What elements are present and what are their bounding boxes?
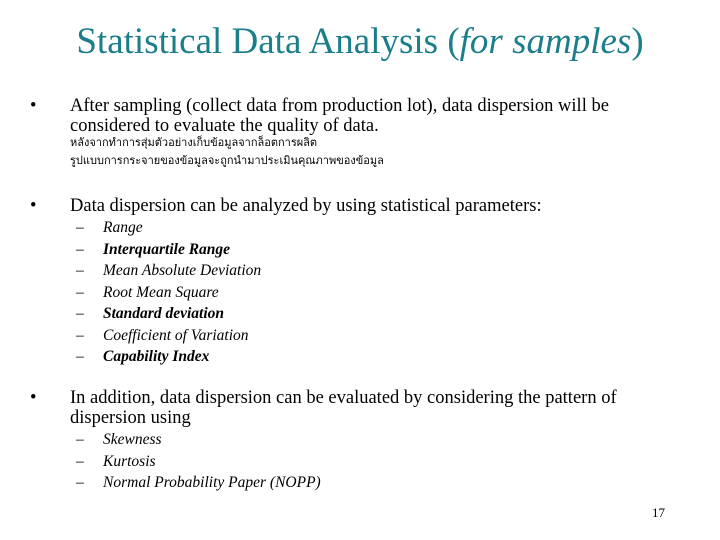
param-label: Standard deviation	[103, 305, 225, 322]
slide-title	[0, 20, 720, 64]
dash: –	[76, 348, 84, 365]
dash: –	[76, 452, 84, 470]
page-number: 17	[652, 505, 665, 520]
bullet-2-line-1: Data dispersion can be analyzed by using statistical parameters:	[70, 196, 542, 216]
pattern-label: Kurtosis	[103, 452, 156, 470]
bullet-3	[30, 388, 690, 430]
dash: –	[76, 305, 84, 322]
bullet-3-dot: •	[30, 388, 37, 408]
title-italic: for samples	[459, 21, 632, 62]
param-label: Coefficient of Variation	[103, 326, 249, 344]
param-label: Mean Absolute Deviation	[103, 262, 262, 279]
param-label: Root Mean Square	[103, 283, 219, 301]
thai-note-1: หลังจากทำการสุ่มตัวอย่างเก็บข้อมูลจากล็อตการผลิต	[70, 136, 318, 149]
bullet-1-line-1: After sampling (collect data from production lot), data dispersion will be	[70, 96, 609, 116]
bullet-3-line-2: dispersion using	[70, 408, 191, 428]
dash: –	[76, 262, 84, 279]
dash: –	[76, 283, 84, 301]
bullet-3-text	[70, 388, 690, 428]
bullet-3-line-1: In addition, data dispersion can be evaluated by considering the pattern of	[70, 388, 617, 408]
dash: –	[76, 474, 84, 491]
bullet-1	[30, 96, 690, 138]
bullet-2-text	[70, 196, 690, 216]
title-close: )	[631, 21, 644, 62]
param-label: Capability Index	[103, 348, 210, 365]
dash: –	[76, 219, 84, 236]
pattern-label: Normal Probability Paper (NOPP)	[103, 474, 321, 491]
thai-note-2: รูปแบบการกระจายของข้อมูลจะถูกนำมาประเมินคุณภาพของข้อมูล	[70, 154, 384, 167]
dash: –	[76, 431, 84, 448]
bullet-2	[30, 196, 690, 218]
param-label: Interquartile Range	[103, 240, 231, 258]
bullet-2-dot: •	[30, 196, 37, 216]
bullet-1-text	[70, 96, 690, 136]
pattern-label: Skewness	[103, 431, 162, 448]
bullet-1-line-2: considered to evaluate the quality of data.	[70, 116, 379, 136]
dash: –	[76, 240, 84, 258]
param-label: Range	[103, 219, 143, 236]
title-main: Statistical Data Analysis (	[76, 21, 460, 62]
dash: –	[76, 326, 84, 344]
bullet-1-dot: •	[30, 96, 37, 116]
